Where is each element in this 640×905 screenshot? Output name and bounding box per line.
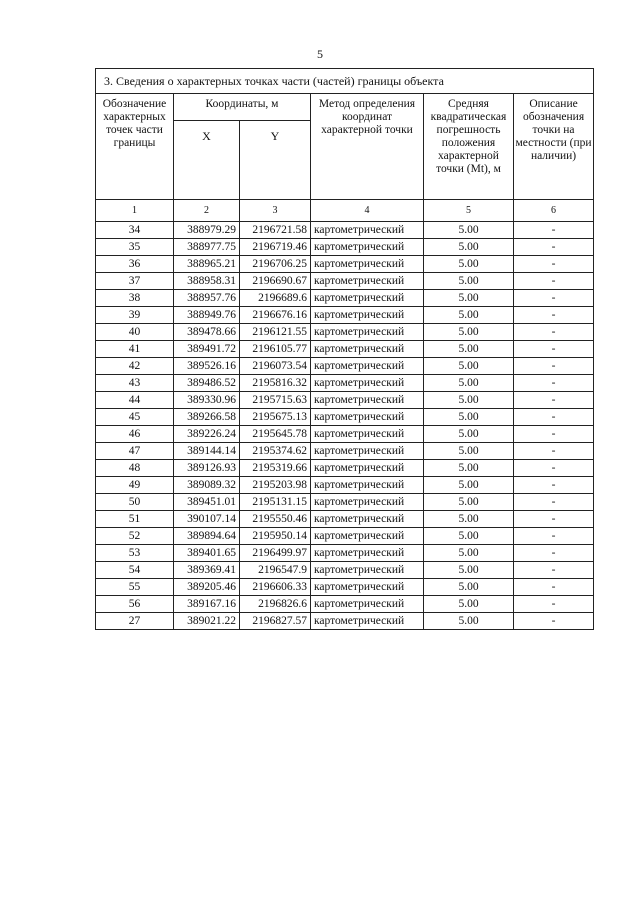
table-row	[96, 545, 594, 562]
y-coordinate-cell: 2196606.33	[240, 579, 311, 596]
x-coordinate-cell: 389491.72	[174, 341, 240, 358]
method-cell: картометрический	[311, 341, 424, 358]
table-row	[96, 528, 594, 545]
header-y: Y	[240, 121, 311, 200]
description-cell: -	[514, 528, 594, 545]
table-row	[96, 341, 594, 358]
method-cell: картометрический	[311, 596, 424, 613]
y-coordinate-cell: 2195374.62	[240, 443, 311, 460]
y-coordinate-cell: 2196826.6	[240, 596, 311, 613]
error-cell: 5.00	[424, 426, 514, 443]
x-coordinate-cell: 389167.16	[174, 596, 240, 613]
x-coordinate-cell: 388958.31	[174, 273, 240, 290]
description-cell: -	[514, 511, 594, 528]
method-cell: картометрический	[311, 511, 424, 528]
y-coordinate-cell: 2196105.77	[240, 341, 311, 358]
x-coordinate-cell: 388977.75	[174, 239, 240, 256]
x-coordinate-cell: 389486.52	[174, 375, 240, 392]
error-cell: 5.00	[424, 511, 514, 528]
method-cell: картометрический	[311, 256, 424, 273]
error-cell: 5.00	[424, 375, 514, 392]
table-row	[96, 477, 594, 494]
method-cell: картометрический	[311, 528, 424, 545]
x-coordinate-cell: 388957.76	[174, 290, 240, 307]
boundary-points-table	[95, 68, 594, 630]
header-error: Средняя квадратическая погрешность положения характерной точки (Mt), м	[424, 94, 514, 200]
method-cell: картометрический	[311, 358, 424, 375]
y-coordinate-cell: 2195550.46	[240, 511, 311, 528]
column-number: 2	[174, 200, 240, 222]
x-coordinate-cell: 389478.66	[174, 324, 240, 341]
error-cell: 5.00	[424, 222, 514, 239]
description-cell: -	[514, 358, 594, 375]
x-coordinate-cell: 390107.14	[174, 511, 240, 528]
y-coordinate-cell: 2196676.16	[240, 307, 311, 324]
page-number: 5	[317, 47, 323, 61]
error-cell: 5.00	[424, 596, 514, 613]
error-cell: 5.00	[424, 239, 514, 256]
method-cell: картометрический	[311, 579, 424, 596]
point-number-cell: 50	[96, 494, 174, 511]
column-number: 5	[424, 200, 514, 222]
header-row	[96, 94, 594, 121]
header-description: Описание обозначения точки на местности (при наличии)	[514, 94, 594, 200]
point-number-cell: 49	[96, 477, 174, 494]
table-row	[96, 596, 594, 613]
description-cell: -	[514, 443, 594, 460]
point-number-cell: 38	[96, 290, 174, 307]
x-coordinate-cell: 388949.76	[174, 307, 240, 324]
point-number-cell: 42	[96, 358, 174, 375]
method-cell: картометрический	[311, 409, 424, 426]
x-coordinate-cell: 389330.96	[174, 392, 240, 409]
x-coordinate-cell: 389205.46	[174, 579, 240, 596]
error-cell: 5.00	[424, 579, 514, 596]
table-row	[96, 562, 594, 579]
header-coordinates: Координаты, м	[174, 94, 311, 121]
point-number-cell: 46	[96, 426, 174, 443]
point-number-cell: 54	[96, 562, 174, 579]
point-number-cell: 36	[96, 256, 174, 273]
table-row	[96, 511, 594, 528]
description-cell: -	[514, 613, 594, 630]
table-row	[96, 443, 594, 460]
point-number-cell: 34	[96, 222, 174, 239]
method-cell: картометрический	[311, 239, 424, 256]
method-cell: картометрический	[311, 613, 424, 630]
point-number-cell: 52	[96, 528, 174, 545]
x-coordinate-cell: 389401.65	[174, 545, 240, 562]
column-number: 4	[311, 200, 424, 222]
description-cell: -	[514, 375, 594, 392]
method-cell: картометрический	[311, 307, 424, 324]
x-coordinate-cell: 388965.21	[174, 256, 240, 273]
table-row	[96, 358, 594, 375]
x-coordinate-cell: 389144.14	[174, 443, 240, 460]
table-row	[96, 290, 594, 307]
point-number-cell: 39	[96, 307, 174, 324]
method-cell: картометрический	[311, 392, 424, 409]
description-cell: -	[514, 426, 594, 443]
method-cell: картометрический	[311, 290, 424, 307]
error-cell: 5.00	[424, 256, 514, 273]
column-number-row	[96, 200, 594, 222]
x-coordinate-cell: 389226.24	[174, 426, 240, 443]
error-cell: 5.00	[424, 409, 514, 426]
table-row	[96, 239, 594, 256]
section-title-row	[96, 69, 594, 94]
method-cell: картометрический	[311, 477, 424, 494]
y-coordinate-cell: 2196547.9	[240, 562, 311, 579]
header-x: X	[174, 121, 240, 200]
y-coordinate-cell: 2196689.6	[240, 290, 311, 307]
table-row	[96, 579, 594, 596]
y-coordinate-cell: 2195319.66	[240, 460, 311, 477]
column-number: 1	[96, 200, 174, 222]
description-cell: -	[514, 545, 594, 562]
x-coordinate-cell: 389126.93	[174, 460, 240, 477]
header-designation: Обозначение характерных точек части границы	[96, 94, 174, 200]
description-cell: -	[514, 562, 594, 579]
method-cell: картометрический	[311, 222, 424, 239]
y-coordinate-cell: 2196706.25	[240, 256, 311, 273]
error-cell: 5.00	[424, 528, 514, 545]
y-coordinate-cell: 2196073.54	[240, 358, 311, 375]
method-cell: картометрический	[311, 545, 424, 562]
point-number-cell: 41	[96, 341, 174, 358]
description-cell: -	[514, 307, 594, 324]
x-coordinate-cell: 388979.29	[174, 222, 240, 239]
error-cell: 5.00	[424, 290, 514, 307]
table-row	[96, 324, 594, 341]
table-row	[96, 409, 594, 426]
error-cell: 5.00	[424, 460, 514, 477]
header-method: Метод определения координат характерной точки	[311, 94, 424, 200]
y-coordinate-cell: 2196499.97	[240, 545, 311, 562]
y-coordinate-cell: 2196690.67	[240, 273, 311, 290]
x-coordinate-cell: 389526.16	[174, 358, 240, 375]
method-cell: картометрический	[311, 273, 424, 290]
x-coordinate-cell: 389089.32	[174, 477, 240, 494]
table-row	[96, 426, 594, 443]
point-number-cell: 37	[96, 273, 174, 290]
method-cell: картометрический	[311, 443, 424, 460]
error-cell: 5.00	[424, 392, 514, 409]
point-number-cell: 51	[96, 511, 174, 528]
y-coordinate-cell: 2196121.55	[240, 324, 311, 341]
x-coordinate-cell: 389451.01	[174, 494, 240, 511]
y-coordinate-cell: 2195950.14	[240, 528, 311, 545]
table-row	[96, 307, 594, 324]
x-coordinate-cell: 389369.41	[174, 562, 240, 579]
point-number-cell: 35	[96, 239, 174, 256]
table-row	[96, 460, 594, 477]
error-cell: 5.00	[424, 443, 514, 460]
column-number: 6	[514, 200, 594, 222]
point-number-cell: 43	[96, 375, 174, 392]
table-row	[96, 494, 594, 511]
error-cell: 5.00	[424, 545, 514, 562]
method-cell: картометрический	[311, 426, 424, 443]
x-coordinate-cell: 389021.22	[174, 613, 240, 630]
error-cell: 5.00	[424, 494, 514, 511]
table-row	[96, 613, 594, 630]
y-coordinate-cell: 2195645.78	[240, 426, 311, 443]
point-number-cell: 48	[96, 460, 174, 477]
error-cell: 5.00	[424, 477, 514, 494]
section-title: 3. Сведения о характерных точках части (частей) границы объекта	[96, 69, 594, 94]
table-row	[96, 256, 594, 273]
error-cell: 5.00	[424, 562, 514, 579]
point-number-cell: 44	[96, 392, 174, 409]
description-cell: -	[514, 409, 594, 426]
point-number-cell: 45	[96, 409, 174, 426]
y-coordinate-cell: 2196721.58	[240, 222, 311, 239]
y-coordinate-cell: 2196827.57	[240, 613, 311, 630]
description-cell: -	[514, 290, 594, 307]
point-number-cell: 27	[96, 613, 174, 630]
description-cell: -	[514, 239, 594, 256]
y-coordinate-cell: 2195203.98	[240, 477, 311, 494]
method-cell: картометрический	[311, 494, 424, 511]
description-cell: -	[514, 596, 594, 613]
description-cell: -	[514, 477, 594, 494]
column-number: 3	[240, 200, 311, 222]
table-row	[96, 273, 594, 290]
method-cell: картометрический	[311, 324, 424, 341]
method-cell: картометрический	[311, 562, 424, 579]
point-number-cell: 56	[96, 596, 174, 613]
point-number-cell: 53	[96, 545, 174, 562]
table-row	[96, 375, 594, 392]
error-cell: 5.00	[424, 324, 514, 341]
description-cell: -	[514, 392, 594, 409]
description-cell: -	[514, 341, 594, 358]
description-cell: -	[514, 273, 594, 290]
description-cell: -	[514, 579, 594, 596]
error-cell: 5.00	[424, 341, 514, 358]
x-coordinate-cell: 389894.64	[174, 528, 240, 545]
point-number-cell: 40	[96, 324, 174, 341]
y-coordinate-cell: 2195816.32	[240, 375, 311, 392]
point-number-cell: 47	[96, 443, 174, 460]
error-cell: 5.00	[424, 613, 514, 630]
y-coordinate-cell: 2195131.15	[240, 494, 311, 511]
method-cell: картометрический	[311, 375, 424, 392]
table-row	[96, 392, 594, 409]
point-number-cell: 55	[96, 579, 174, 596]
method-cell: картометрический	[311, 460, 424, 477]
error-cell: 5.00	[424, 273, 514, 290]
error-cell: 5.00	[424, 307, 514, 324]
x-coordinate-cell: 389266.58	[174, 409, 240, 426]
description-cell: -	[514, 222, 594, 239]
description-cell: -	[514, 494, 594, 511]
description-cell: -	[514, 460, 594, 477]
y-coordinate-cell: 2195715.63	[240, 392, 311, 409]
error-cell: 5.00	[424, 358, 514, 375]
y-coordinate-cell: 2196719.46	[240, 239, 311, 256]
y-coordinate-cell: 2195675.13	[240, 409, 311, 426]
description-cell: -	[514, 256, 594, 273]
table-row	[96, 222, 594, 239]
description-cell: -	[514, 324, 594, 341]
